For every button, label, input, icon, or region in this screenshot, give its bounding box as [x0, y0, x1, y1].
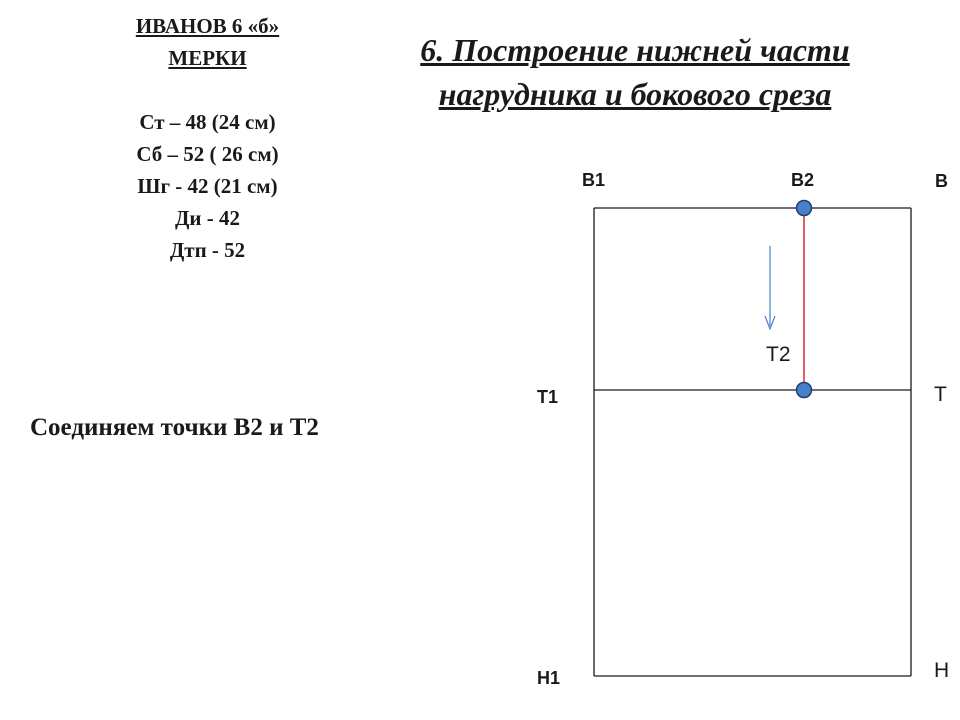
point-b2	[797, 201, 812, 216]
measure-dtp: Дтп - 52	[169, 238, 246, 262]
label-t2: Т2	[766, 343, 791, 366]
pattern-frame	[594, 208, 911, 676]
label-b2: В2	[791, 170, 815, 190]
title-line-1: 6. Построение нижней части	[420, 32, 850, 68]
label-n1: Н1	[537, 668, 561, 688]
measure-sb: Сб – 52 ( 26 см)	[136, 142, 279, 166]
label-b: В	[935, 171, 948, 191]
student-name: ИВАНОВ 6 «б»	[135, 14, 280, 38]
point-t2	[797, 383, 812, 398]
label-b1: В1	[582, 170, 606, 190]
measure-di: Ди - 42	[174, 206, 241, 230]
measure-shg: Шг - 42 (21 см)	[137, 174, 278, 198]
direction-arrow	[765, 246, 775, 329]
measures-heading: МЕРКИ	[168, 46, 247, 70]
label-t: Т	[934, 383, 947, 406]
label-n: Н	[934, 659, 950, 682]
title-line-2: нагрудника и бокового среза	[438, 76, 832, 112]
instruction-text: Соединяем точки В2 и Т2	[30, 414, 319, 441]
label-t1: Т1	[537, 387, 559, 407]
measure-st: Ст – 48 (24 см)	[139, 110, 276, 134]
